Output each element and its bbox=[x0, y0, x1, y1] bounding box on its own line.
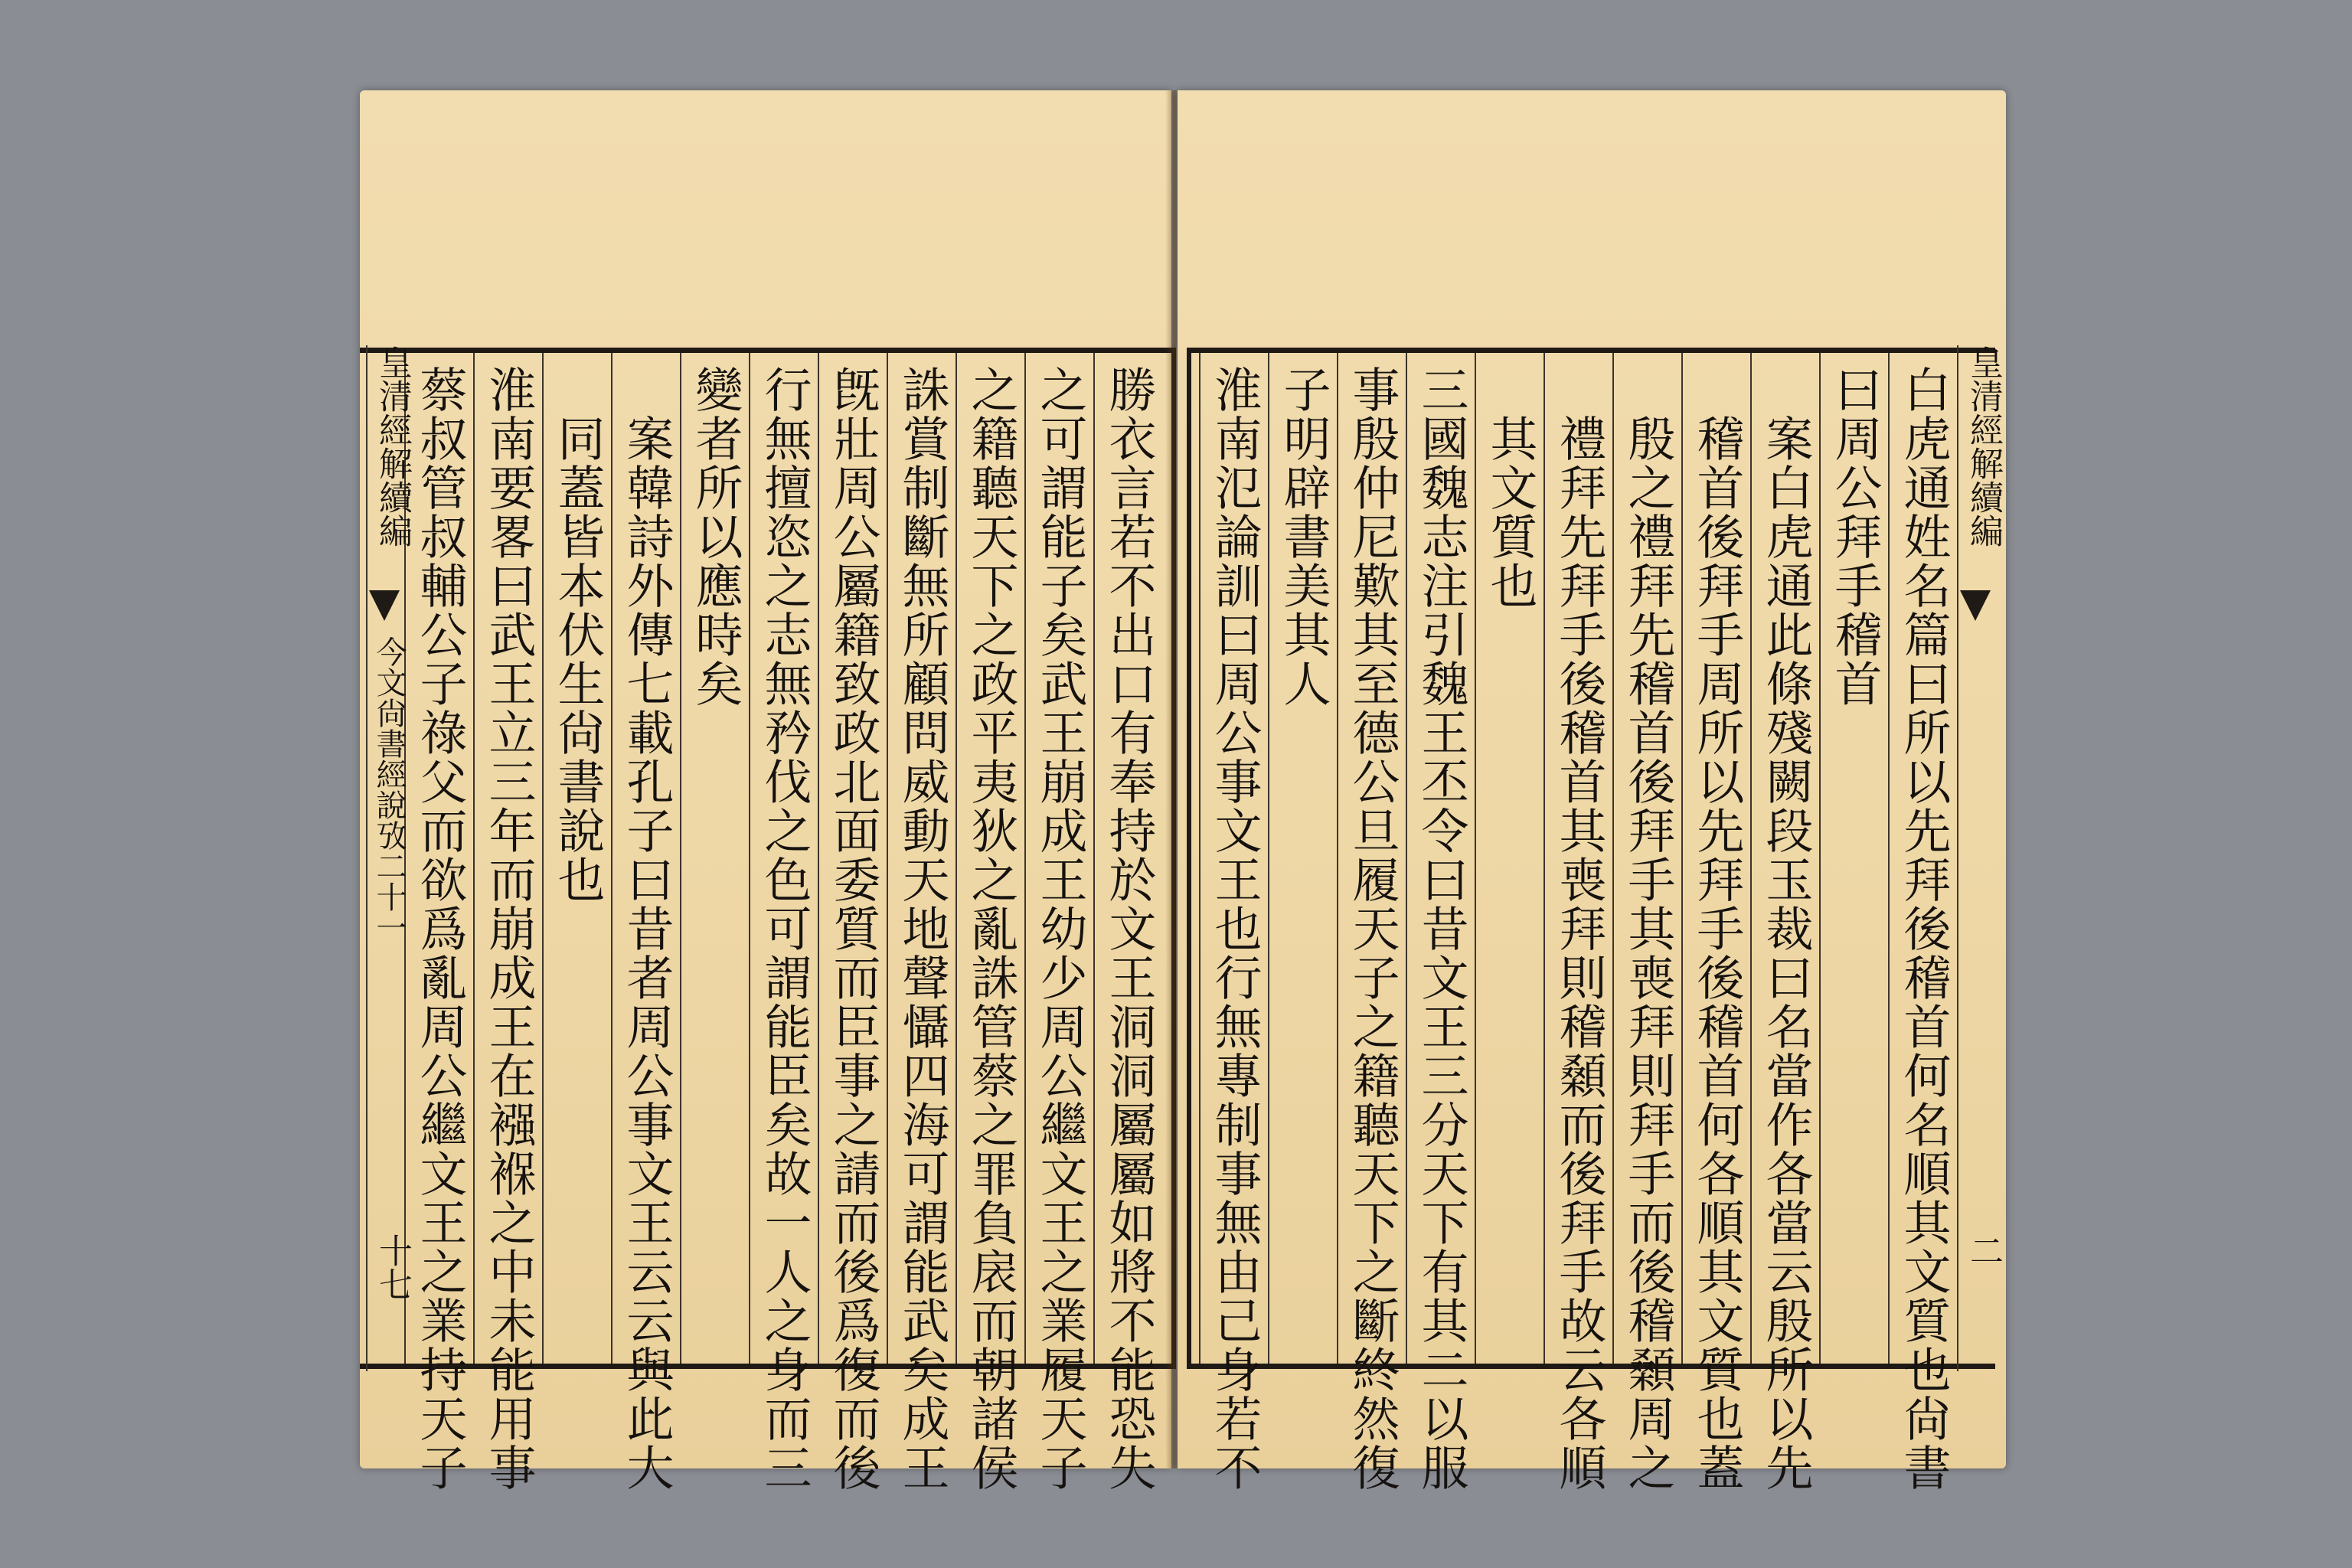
text-column bbox=[1337, 353, 1406, 1492]
left-page bbox=[360, 90, 1171, 1492]
text-column bbox=[680, 353, 749, 1364]
column-text: 勝衣言若不出口有奉持於文王洞洞屬屬如將不能恐失 bbox=[1101, 365, 1157, 1492]
column-text: 淮南要畧曰武王立三年而崩成王在襁褓之中未能用事 bbox=[481, 365, 537, 1492]
text-column bbox=[1750, 353, 1819, 1492]
text-column bbox=[1681, 353, 1750, 1492]
fishtail-mark-icon bbox=[369, 590, 400, 621]
column-text: 稽首後拜手周所以先拜手後稽首何各順其文質也蓋 bbox=[1689, 414, 1745, 1492]
text-column bbox=[1406, 353, 1475, 1492]
open-book bbox=[360, 90, 2006, 1492]
text-column bbox=[473, 353, 542, 1492]
text-column bbox=[749, 353, 818, 1492]
column-text: 案白虎通此條殘闕段玉裁曰名當作各當云殷所以先 bbox=[1758, 414, 1814, 1492]
right-page-header bbox=[1957, 345, 2003, 1371]
page-number: 二 bbox=[1964, 1233, 2003, 1267]
book-title: 皇清經解續編 bbox=[1964, 345, 2003, 547]
column-text: 案韓詩外傳七載孔子曰昔者周公事文王云云與此大 bbox=[619, 414, 675, 1492]
column-text: 子明辟書美其人 bbox=[1276, 365, 1331, 708]
right-page-frame bbox=[1187, 345, 2003, 1492]
text-column bbox=[1093, 353, 1162, 1492]
book-title: 皇清經解續編 bbox=[373, 345, 412, 547]
column-text: 旣壯周公屬籍致政北面委質而臣事之請而後爲復而後 bbox=[825, 365, 881, 1492]
column-text: 變者所以應時矣 bbox=[688, 365, 743, 708]
left-page-header bbox=[366, 345, 412, 1371]
text-column bbox=[818, 353, 887, 1492]
column-text: 行無擅恣之志無矜伐之色可謂能臣矣故一人之身而三 bbox=[756, 365, 812, 1492]
column-text: 之可謂能子矣武王崩成王幼少周公繼文王之業履天子 bbox=[1032, 365, 1088, 1492]
column-text: 三國魏志注引魏王丕令曰昔文王三分天下有其二以服 bbox=[1413, 365, 1469, 1492]
column-text: 之籍聽天下之政平夷狄之亂誅管蔡之罪負扆而朝諸侯 bbox=[963, 365, 1019, 1492]
column-text: 蔡叔管叔輔公子祿父而欲爲亂周公繼文王之業持天子 bbox=[412, 365, 468, 1492]
text-column bbox=[887, 353, 956, 1492]
column-text: 誅賞制斷無所顧問威動天地聲懾四海可謂能武矣成王 bbox=[894, 365, 950, 1492]
column-text: 白虎通姓名篇曰所以先拜後稽首何名順其文質也尙書 bbox=[1896, 365, 1952, 1492]
text-column bbox=[611, 353, 680, 1492]
fishtail-mark-icon bbox=[1960, 590, 1991, 621]
text-column bbox=[1888, 353, 1957, 1492]
column-text: 禮拜先拜手後稽首其喪拜則稽顙而後拜手故云各順 bbox=[1551, 414, 1607, 1492]
text-column bbox=[1475, 353, 1544, 1364]
text-column bbox=[1544, 353, 1612, 1492]
text-column bbox=[1199, 353, 1268, 1492]
text-column bbox=[1268, 353, 1337, 1364]
text-column bbox=[1612, 353, 1681, 1492]
column-text: 殷之禮拜先稽首後拜手其喪拜則拜手而後稽顙周之 bbox=[1620, 414, 1676, 1492]
column-text: 事殷仲尼歎其至德公旦履天子之籍聽天下之斷終然復 bbox=[1344, 365, 1400, 1492]
right-page bbox=[1178, 90, 2006, 1492]
text-column bbox=[1819, 353, 1888, 1364]
section-title: 今文尙書經說攷二十一 bbox=[371, 636, 407, 942]
column-text: 淮南氾論訓曰周公事文王也行無專制事無由己身若不 bbox=[1207, 365, 1263, 1492]
text-column bbox=[1024, 353, 1093, 1492]
text-column bbox=[542, 353, 611, 1364]
left-page-frame bbox=[360, 345, 1176, 1492]
text-column bbox=[956, 353, 1024, 1492]
column-text: 其文質也 bbox=[1482, 414, 1538, 610]
column-text: 曰周公拜手稽首 bbox=[1827, 365, 1883, 708]
page-number: 十七 bbox=[373, 1233, 412, 1301]
column-text: 同蓋皆本伏生尙書說也 bbox=[550, 414, 606, 904]
